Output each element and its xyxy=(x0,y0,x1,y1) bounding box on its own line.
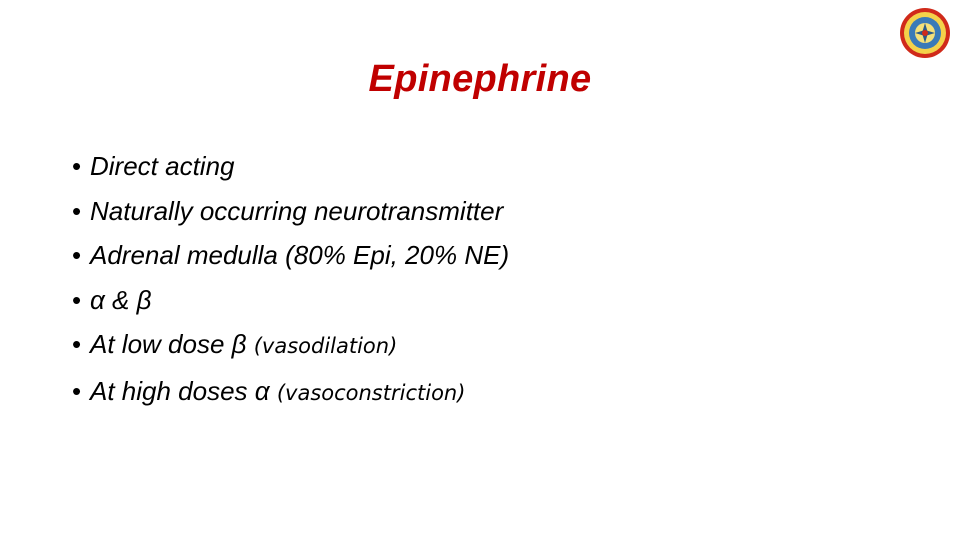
bullet-text: Direct acting xyxy=(90,151,235,181)
slide-title: Epinephrine xyxy=(368,58,592,100)
bullet-list xyxy=(72,144,509,415)
list-item xyxy=(72,278,509,323)
bullet-text: Adrenal medulla (80% Epi, 20% NE) xyxy=(90,240,510,270)
bullet-dot: • xyxy=(72,329,82,359)
list-item xyxy=(72,144,509,189)
bullet-dot: • xyxy=(72,375,82,406)
bullet-dot: • xyxy=(72,240,82,270)
university-seal-icon xyxy=(898,6,952,60)
bullet-dot: • xyxy=(72,195,82,226)
bullet-dot: • xyxy=(72,284,82,315)
list-item xyxy=(72,233,509,278)
bullet-note: (vasoconstriction) xyxy=(276,380,466,405)
list-item xyxy=(72,322,509,369)
bullet-text: At low dose β xyxy=(90,329,254,359)
bullet-text: At high doses α xyxy=(90,375,277,406)
bullet-dot: • xyxy=(72,151,82,181)
bullet-text: Naturally occurring neurotransmitter xyxy=(90,195,504,226)
bullet-note: (vasodilation) xyxy=(253,334,398,358)
bullet-text: α & β xyxy=(90,284,152,315)
list-item xyxy=(72,189,509,234)
list-item xyxy=(72,369,509,416)
